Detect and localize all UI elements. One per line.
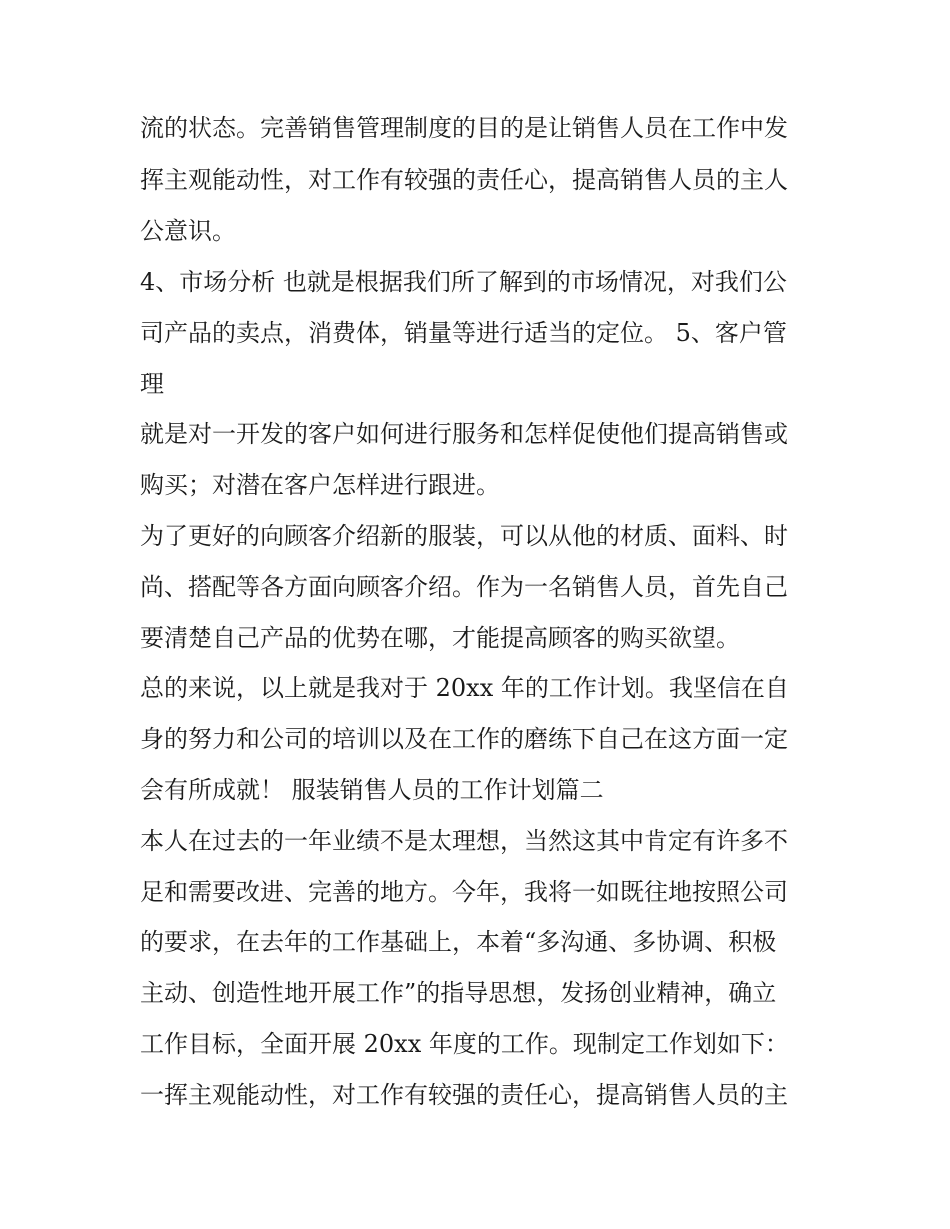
text-line-1: 流的状态。完善销售管理制度的目的是让销售人员在工作中发 xyxy=(140,114,788,142)
text-line-18: 主动、创造性地开展工作”的指导思想，发扬创业精神，确立 xyxy=(140,979,777,1007)
text-line-16: 足和需要改进、完善的地方。今年，我将一如既往地按照公司 xyxy=(140,878,788,906)
text-line-2: 挥主观能动性，对工作有较强的责任心，提高销售人员的主人 xyxy=(140,166,788,194)
text-line-17: 的要求，在去年的工作基础上，本着“多沟通、多协调、积极 xyxy=(140,928,777,956)
text-line-6: 理 xyxy=(140,370,164,398)
text-line-4: 4、市场分析 也就是根据我们所了解到的市场情况，对我们公 xyxy=(140,268,787,296)
text-line-13: 身的努力和公司的培训以及在工作的磨练下自己在这方面一定 xyxy=(140,725,788,753)
text-line-7: 就是对一开发的客户如何进行服务和怎样促使他们提高销售或 xyxy=(140,420,788,448)
text-line-8: 购买；对潜在客户怎样进行跟进。 xyxy=(140,471,500,499)
text-line-10: 尚、搭配等各方面向顾客介绍。作为一名销售人员，首先自己 xyxy=(140,573,788,601)
text-line-5: 司产品的卖点，消费体，销量等进行适当的定位。 5、客户管 xyxy=(140,319,787,347)
text-line-19: 工作目标，全面开展 20xx 年度的工作。现制定工作划如下： xyxy=(140,1030,789,1058)
text-line-20: 一挥主观能动性，对工作有较强的责任心，提高销售人员的主 xyxy=(140,1081,788,1109)
text-line-12: 总的来说，以上就是我对于 20xx 年的工作计划。我坚信在自 xyxy=(140,674,789,702)
text-line-9: 为了更好的向顾客介绍新的服装，可以从他的材质、面料、时 xyxy=(140,522,788,550)
text-line-11: 要清楚自己产品的优势在哪，才能提高顾客的购买欲望。 xyxy=(140,624,740,652)
text-line-3: 公意识。 xyxy=(140,217,236,245)
text-line-14: 会有所成就！ 服装销售人员的工作计划篇二 xyxy=(140,776,604,804)
text-line-15: 本人在过去的一年业绩不是太理想，当然这其中肯定有许多不 xyxy=(140,827,788,855)
